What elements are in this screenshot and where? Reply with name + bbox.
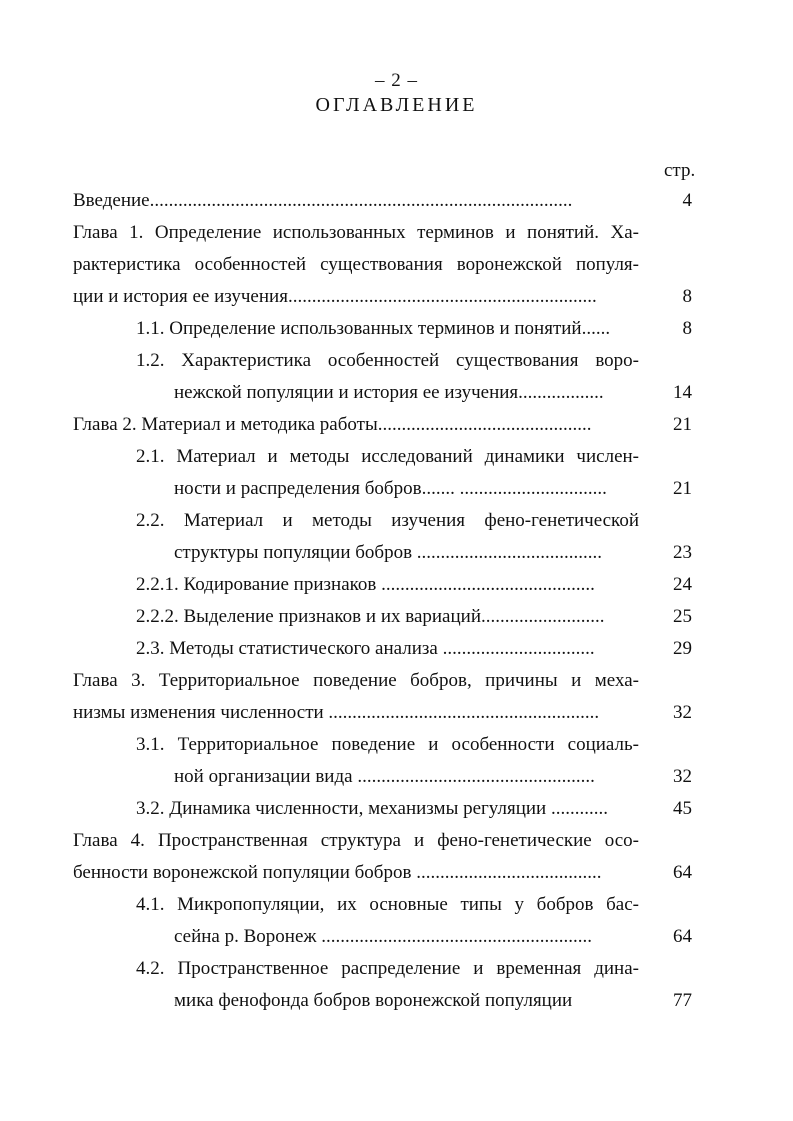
toc-entry-intro: Введение......................................................................................... (73, 190, 573, 211)
toc-page-s1-1: 8 (682, 318, 692, 339)
toc-page-s3-2: 45 (673, 798, 692, 819)
toc-entry-ch1-line1: Глава 1. Определение использованных терминов и понятий. Ха- (73, 222, 639, 243)
toc-page-ch2: 21 (673, 414, 692, 435)
page-number: – 2 – (375, 70, 418, 91)
toc-entry-ch3-line1: Глава 3. Территориальное поведение бобров, причины и меха- (73, 670, 639, 691)
toc-page-s3-1: 32 (673, 766, 692, 787)
toc-entry-ch1-line2: рактеристика особенностей существования воронежской популя- (73, 254, 639, 275)
toc-entry-s2-1-line1: 2.1. Материал и методы исследований динамики числен- (136, 446, 639, 467)
toc-page-ch1: 8 (682, 286, 692, 307)
toc-entry-s3-1-line1: 3.1. Территориальное поведение и особенности социаль- (136, 734, 639, 755)
toc-entry-s4-2-line1: 4.2. Пространственное распределение и временная дина- (136, 958, 639, 979)
page-column-label: стр. (664, 160, 696, 181)
toc-page-ch3: 32 (673, 702, 692, 723)
toc-page-ch4: 64 (673, 862, 692, 883)
toc-entry-s2-2-1: 2.2.1. Кодирование признаков ............................................. (136, 574, 595, 595)
toc-entry-ch2: Глава 2. Материал и методика работы............................................. (73, 414, 592, 435)
toc-page-s2-2-1: 24 (673, 574, 692, 595)
toc-entry-s1-2-line1: 1.2. Характеристика особенностей существования воро- (136, 350, 639, 371)
toc-entry-s4-1-line1: 4.1. Микропопуляции, их основные типы у бобров бас- (136, 894, 639, 915)
page-title: ОГЛАВЛЕНИЕ (315, 94, 478, 116)
toc-page-s4-1: 64 (673, 926, 692, 947)
toc-entry-s2-2-line1: 2.2. Материал и методы изучения фено-генетической (136, 510, 639, 531)
toc-entry-s4-1-line2: сейна р. Воронеж ......................................................... (174, 926, 593, 947)
toc-page-s2-1: 21 (673, 478, 692, 499)
toc-page-s4-2: 77 (673, 990, 692, 1011)
toc-page-s1-2: 14 (673, 382, 692, 403)
toc-entry-s2-2-line2: структуры популяции бобров ....................................... (174, 542, 603, 563)
toc-entry-s2-3: 2.3. Методы статистического анализа ................................ (136, 638, 595, 659)
toc-page-s2-2-2: 25 (673, 606, 692, 627)
toc-entry-ch1-line3: ции и история ее изучения................................................................. (73, 286, 597, 307)
toc-entry-s2-2-2: 2.2.2. Выделение признаков и их вариаций.......................... (136, 606, 605, 627)
toc-entry-s1-2-line2: нежской популяции и история ее изучения.................. (174, 382, 604, 403)
toc-entry-s3-1-line2: ной организации вида .................................................. (174, 766, 595, 787)
toc-entry-s1-1: 1.1. Определение использованных терминов и понятий...... (136, 318, 611, 339)
toc-page-intro: 4 (682, 190, 692, 211)
toc-entry-s4-2-line2: мика фенофонда бобров воронежской популяции (174, 990, 573, 1011)
toc-page-s2-2: 23 (673, 542, 692, 563)
toc-entry-ch4-line2: бенности воронежской популяции бобров ....................................... (73, 862, 602, 883)
toc-entry-ch3-line2: низмы изменения численности ......................................................... (73, 702, 600, 723)
toc-entry-s3-2: 3.2. Динамика численности, механизмы регуляции ............ (136, 798, 608, 819)
toc-page-s2-3: 29 (673, 638, 692, 659)
toc-entry-ch4-line1: Глава 4. Пространственная структура и фено-генетические осо- (73, 830, 639, 851)
toc-entry-s2-1-line2: ности и распределения бобров....... ............................... (174, 478, 607, 499)
